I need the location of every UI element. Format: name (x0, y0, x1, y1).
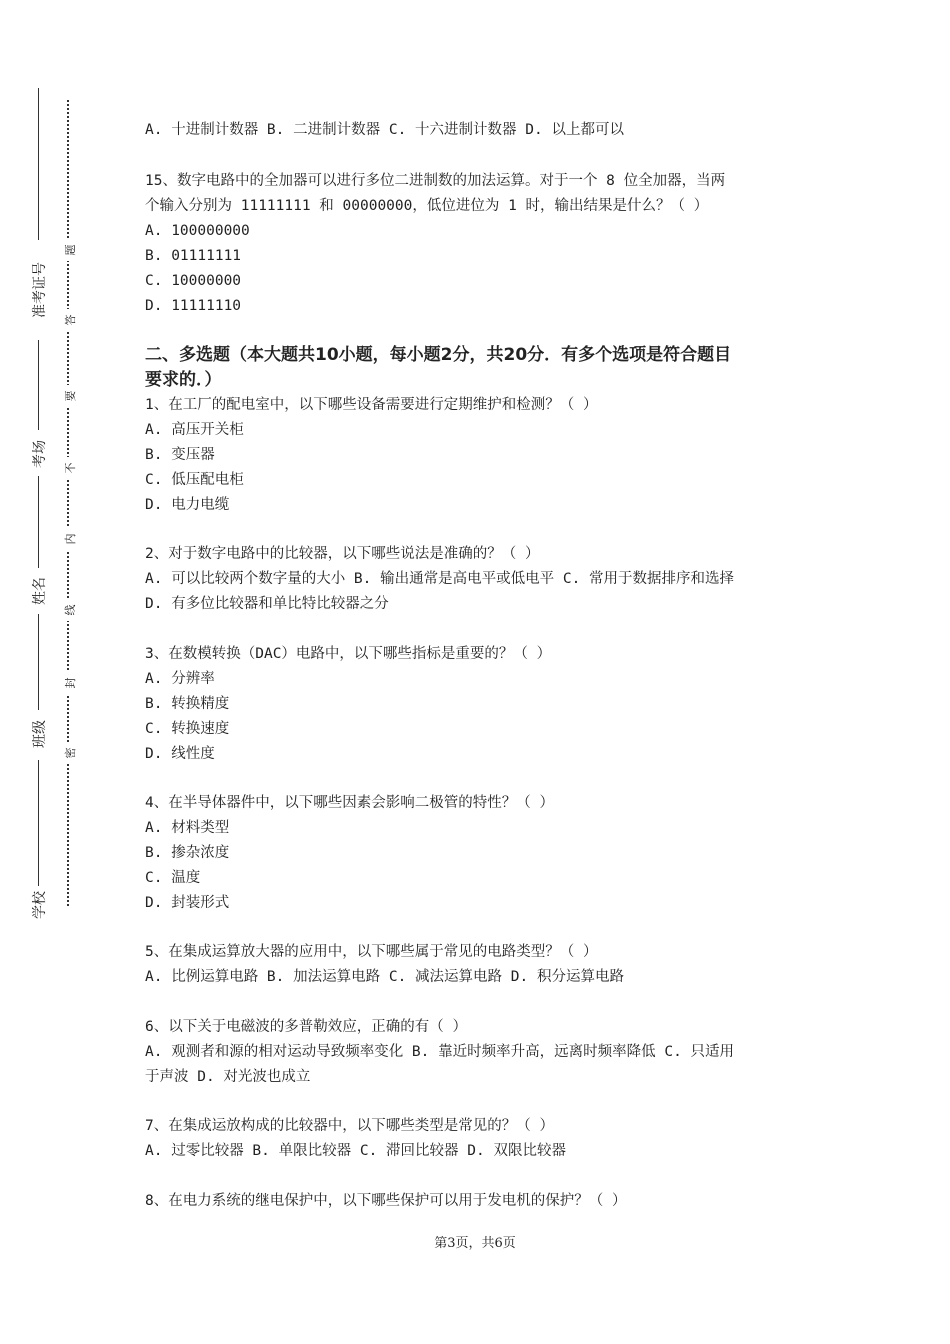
m4-option-d: D. 封装形式 (145, 895, 230, 911)
seal-char: 答 (62, 309, 76, 331)
q15-option-d: D. 11111110 (145, 298, 242, 314)
m1-option-b: B. 变压器 (145, 447, 215, 463)
m4-option-b: B. 掺杂浓度 (145, 845, 230, 861)
m6-stem: 6、以下关于电磁波的多普勒效应，正确的有（ ） (145, 1019, 467, 1035)
seal-char: 封 (62, 672, 76, 694)
m4-option-a: A. 材料类型 (145, 820, 230, 836)
binding-rule (38, 340, 39, 430)
m7-options: A. 过零比较器 B. 单限比较器 C. 滞回比较器 D. 双限比较器 (145, 1143, 566, 1159)
seal-char: 内 (62, 528, 76, 550)
seal-char: 线 (62, 599, 76, 621)
seal-char: 题 (62, 239, 76, 261)
m3-stem: 3、在数模转换（DAC）电路中，以下哪些指标是重要的？（ ） (145, 646, 552, 662)
binding-rule (38, 476, 39, 568)
binding-rule (38, 760, 39, 886)
exam-room-label: 考场 (32, 440, 48, 468)
q15-stem-line1: 15、数字电路中的全加器可以进行多位二进制数的加法运算。对于一个 8 位全加器，当两 (145, 173, 726, 189)
m7-stem: 7、在集成运放构成的比较器中，以下哪些类型是常见的？（ ） (145, 1118, 554, 1134)
m3-option-d: D. 线性度 (145, 746, 215, 762)
class-label: 班级 (32, 720, 48, 748)
q14-options: A. 十进制计数器 B. 二进制计数器 C. 十六进制计数器 D. 以上都可以 (145, 122, 624, 138)
m1-stem: 1、在工厂的配电室中，以下哪些设备需要进行定期维护和检测？（ ） (145, 397, 598, 413)
q15-option-c: C. 10000000 (145, 273, 242, 289)
q15-option-b: B. 01111111 (145, 248, 242, 264)
binding-rule (38, 614, 39, 710)
seal-line (67, 100, 69, 906)
m4-stem: 4、在半导体器件中，以下哪些因素会影响二极管的特性？（ ） (145, 795, 554, 811)
m4-option-c: C. 温度 (145, 870, 201, 886)
m6-options-line2: 于声波 D. 对光波也成立 (145, 1069, 311, 1085)
m1-option-a: A. 高压开关柜 (145, 422, 244, 438)
page-number: 第3页，共6页 (434, 1236, 516, 1251)
exam-number-label: 准考证号 (32, 262, 48, 318)
m8-stem: 8、在电力系统的继电保护中，以下哪些保护可以用于发电机的保护？（ ） (145, 1193, 627, 1209)
m3-option-b: B. 转换精度 (145, 696, 230, 712)
seal-char: 要 (62, 385, 76, 407)
m6-options-line1: A. 观测者和源的相对运动导致频率变化 B. 靠近时频率升高，远离时频率降低 C. 只适用 (145, 1044, 735, 1060)
m2-options-line1: A. 可以比较两个数字量的大小 B. 输出通常是高电平或低电平 C. 常用于数据排序和选择 (145, 571, 735, 587)
school-label: 学校 (32, 891, 48, 919)
m5-options: A. 比例运算电路 B. 加法运算电路 C. 减法运算电路 D. 积分运算电路 (145, 969, 624, 985)
q15-option-a: A. 100000000 (145, 223, 250, 239)
m1-option-c: C. 低压配电柜 (145, 472, 244, 488)
binding-rule (38, 88, 39, 240)
m2-options-line2: D. 有多位比较器和单比特比较器之分 (145, 596, 389, 612)
q15-stem-line2: 个输入分别为 11111111 和 00000000，低位进位为 1 时，输出结果是什么？（ ） (145, 198, 709, 214)
m2-stem: 2、对于数字电路中的比较器，以下哪些说法是准确的？（ ） (145, 546, 540, 562)
m1-option-d: D. 电力电缆 (145, 497, 230, 513)
m5-stem: 5、在集成运算放大器的应用中，以下哪些属于常见的电路类型？（ ） (145, 944, 598, 960)
seal-char: 密 (62, 742, 76, 764)
m3-option-a: A. 分辨率 (145, 671, 215, 687)
m3-option-c: C. 转换速度 (145, 721, 230, 737)
section-heading: 二、多选题（本大题共10小题，每小题2分，共20分．有多个选项是符合题目 (145, 345, 732, 365)
section-heading-cont: 要求的．） (145, 370, 222, 390)
name-label: 姓名 (32, 577, 48, 605)
seal-char: 不 (62, 457, 76, 479)
